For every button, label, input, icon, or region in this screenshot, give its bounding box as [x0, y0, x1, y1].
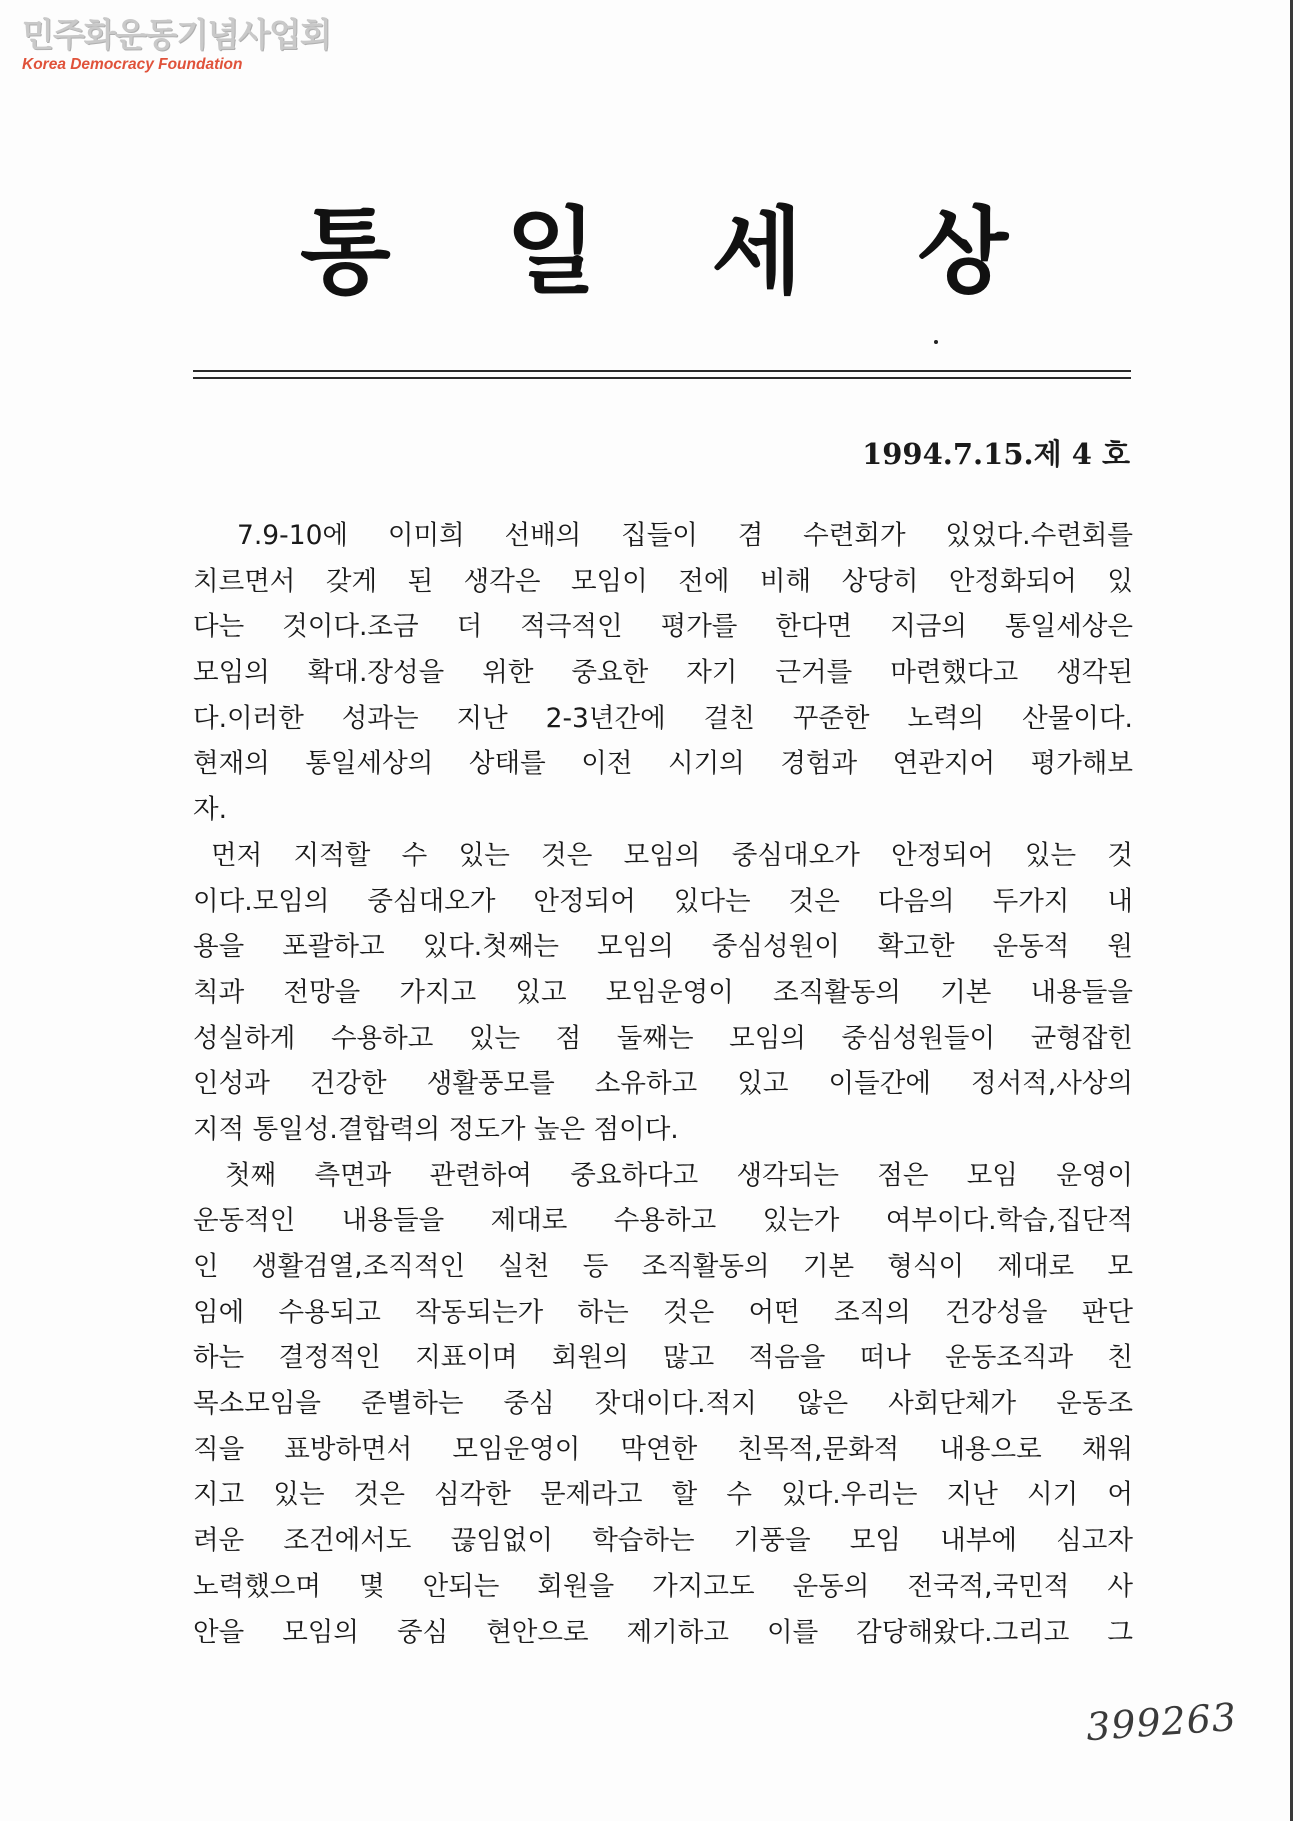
body-line: 목소모임을 준별하는 중심 잣대이다.적지 않은 사회단체가 운동조 — [193, 1388, 1133, 1420]
body-line: 직을 표방하면서 모임운영이 막연한 친목적,문화적 내용으로 채워 — [193, 1433, 1133, 1465]
body-line: 성실하게 수용하고 있는 점 둘째는 모임의 중심성원들이 균형잡힌 — [193, 1022, 1133, 1054]
handwritten-archive-number: 399263 — [1084, 1694, 1239, 1750]
body-line: 용을 포괄하고 있다.첫째는 모임의 중심성원이 확고한 운동적 원 — [193, 931, 1133, 963]
body-line: 첫째 측면과 관련하여 중요하다고 생각되는 점은 모임 운영이 — [225, 1159, 1133, 1191]
body-line: 지고 있는 것은 심각한 문제라고 할 수 있다.우리는 지난 시기 어 — [193, 1479, 1133, 1511]
decorative-dot — [934, 340, 938, 344]
body-line: 운동적인 내용들을 제대로 수용하고 있는가 여부이다.학습,집단적 — [193, 1205, 1133, 1237]
body-line: 자. — [193, 794, 228, 826]
body-line: 려운 조건에서도 끊임없이 학습하는 기풍을 모임 내부에 심고자 — [193, 1525, 1133, 1557]
body-text — [193, 513, 1133, 1655]
body-line: 치르면서 갖게 된 생각은 모임이 전에 비해 상당히 안정화되어 있 — [193, 565, 1133, 597]
body-line: 지적 통일성.결합력의 정도가 높은 점이다. — [193, 1113, 679, 1145]
body-line: 하는 결정적인 지표이며 회원의 많고 적음을 떠나 운동조직과 친 — [193, 1342, 1133, 1374]
body-line: 인성과 건강한 생활풍모를 소유하고 있고 이들간에 정서적,사상의 — [193, 1068, 1133, 1100]
body-line: 노력했으며 몇 안되는 회원을 가지고도 운동의 전국적,국민적 사 — [193, 1570, 1133, 1602]
body-line: 인 생활검열,조직적인 실천 등 조직활동의 기본 형식이 제대로 모 — [193, 1251, 1133, 1282]
body-line: 7.9-10에 이미희 선배의 집들이 겸 수련회가 있었다.수련회를 — [237, 520, 1133, 551]
body-line: 모임의 확대.장성을 위한 중요한 자기 근거를 마련했다고 생각된 — [193, 657, 1133, 689]
body-line: 다는 것이다.조금 더 적극적인 평가를 한다면 지금의 통일세상은 — [193, 611, 1133, 643]
divider-rule-bottom — [193, 377, 1131, 379]
body-line: 먼저 지적할 수 있는 것은 모임의 중심대오가 안정되어 있는 것 — [211, 839, 1133, 871]
body-line: 현재의 통일세상의 상태를 이전 시기의 경험과 연관지어 평가해보 — [193, 748, 1133, 780]
watermark-korean: 민주화운동기념사업회 — [22, 15, 331, 54]
body-line: 안을 모임의 중심 현안으로 제기하고 이를 감당해왔다.그리고 그 — [193, 1616, 1133, 1648]
watermark-english: Korea Democracy Foundation — [22, 55, 243, 73]
body-line: 임에 수용되고 작동되는가 하는 것은 어떤 조직의 건강성을 판단 — [193, 1296, 1133, 1328]
masthead-title: 통일세상 — [300, 197, 1124, 307]
body-line: 다.이러한 성과는 지난 2-3년간에 걸친 꾸준한 노력의 산물이다. — [193, 702, 1133, 734]
watermark-logo — [22, 15, 331, 74]
masthead — [190, 197, 1130, 307]
body-line: 이다.모임의 중심대오가 안정되어 있다는 것은 다음의 두가지 내 — [193, 885, 1133, 917]
issue-date-number: 1994.7.15.제 4 호 — [862, 437, 1130, 471]
divider-rule-top — [193, 370, 1131, 372]
body-line: 칙과 전망을 가지고 있고 모임운영이 조직활동의 기본 내용들을 — [193, 976, 1133, 1008]
